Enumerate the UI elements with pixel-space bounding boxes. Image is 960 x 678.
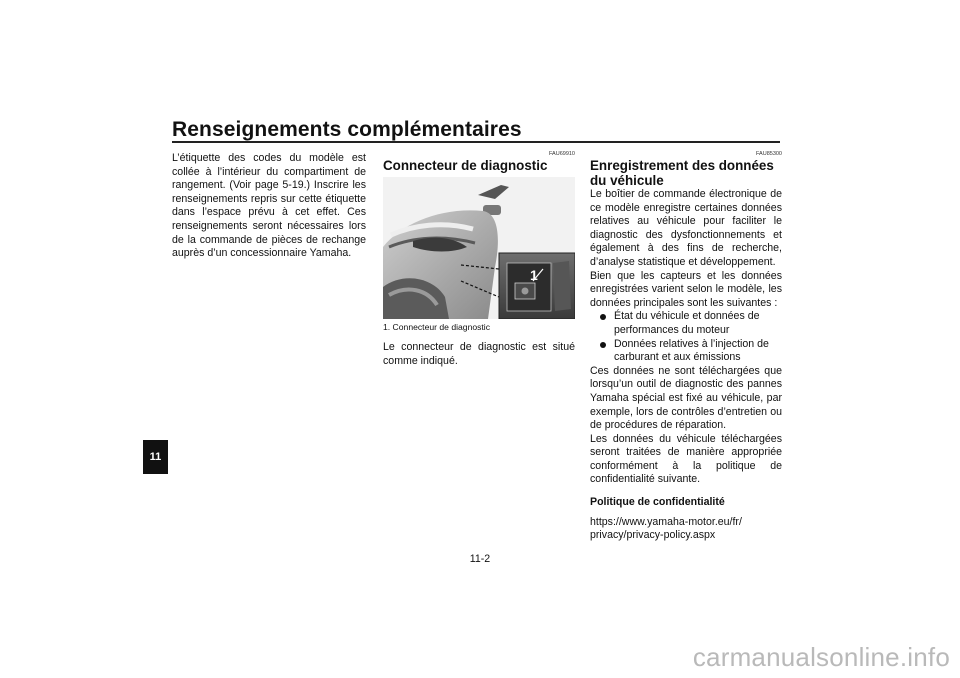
column-middle bbox=[383, 150, 575, 368]
vehicle-data-paragraph-4: Les données du véhicule téléchargées seront traitées de manière appropriée conformément à la politique de confidentialité suivante. bbox=[590, 432, 782, 486]
vehicle-data-paragraph-1: Le boîtier de commande électronique de ce modèle enregistre certaines données relatives au véhicule pour faciliter le diagnostic des dysfonctionnements et également à des fins de recherche, d’analyse statistique et développement. bbox=[590, 188, 782, 268]
scooter-illustration bbox=[383, 177, 575, 319]
chapter-tab: 11 bbox=[143, 440, 168, 474]
page-title: Renseignements complémentaires bbox=[172, 118, 522, 141]
column-right bbox=[590, 150, 782, 543]
column-left bbox=[172, 152, 366, 261]
watermark: carmanualsonline.info bbox=[692, 642, 950, 672]
diagnostic-connector-figure bbox=[383, 177, 575, 319]
diagnostic-paragraph: Le connecteur de diagnostic est situé comme indiqué. bbox=[383, 341, 575, 367]
list-item: État du véhicule et données de performances du moteur bbox=[590, 310, 782, 337]
section-heading-vehicle-data: Enregistrement des données du véhicule bbox=[590, 158, 774, 188]
data-bullet-list bbox=[590, 310, 782, 364]
bullet-icon bbox=[600, 342, 606, 348]
privacy-url-line-2[interactable]: privacy/privacy-policy.aspx bbox=[590, 529, 716, 542]
callout-number: 1 bbox=[530, 267, 538, 283]
section-code: FAU69910 bbox=[549, 151, 575, 157]
section-heading-diagnostic-connector: Connecteur de diagnostic bbox=[383, 158, 548, 173]
privacy-url-line-1[interactable]: https://www.yamaha-motor.eu/fr/ bbox=[590, 515, 742, 528]
header-rule bbox=[172, 141, 780, 143]
privacy-policy-heading: Politique de confidentialité bbox=[590, 496, 725, 509]
model-label-paragraph: L’étiquette des codes du modèle est collée à l’intérieur du compartiment de rangement. (Voir page 5-19.) Inscrire les renseignements repris sur cette étiquette dans l’espace prévu à cet effet. Ces renseignements seront nécessaires lors de la commande de pièces de rechange auprès d’un concessionnaire Yamaha. bbox=[172, 152, 366, 260]
list-item: Données relatives à l’injection de carburant et aux émissions bbox=[590, 338, 782, 365]
vehicle-data-paragraph-3: Ces données ne sont téléchargées que lorsqu’un outil de diagnostic des pannes Yamaha spécial est fixé au véhicule, par exemple, lors de contrôles d’entretien ou de procédures de réparation. bbox=[590, 364, 782, 432]
page-number: 11-2 bbox=[469, 553, 491, 565]
vehicle-data-paragraph-2: Bien que les capteurs et les données enregistrées varient selon le modèle, les données principales sont les suivantes : bbox=[590, 269, 782, 309]
section-code: FAU85300 bbox=[756, 151, 782, 157]
bullet-icon bbox=[600, 314, 606, 320]
figure-caption: 1. Connecteur de diagnostic bbox=[383, 322, 491, 332]
